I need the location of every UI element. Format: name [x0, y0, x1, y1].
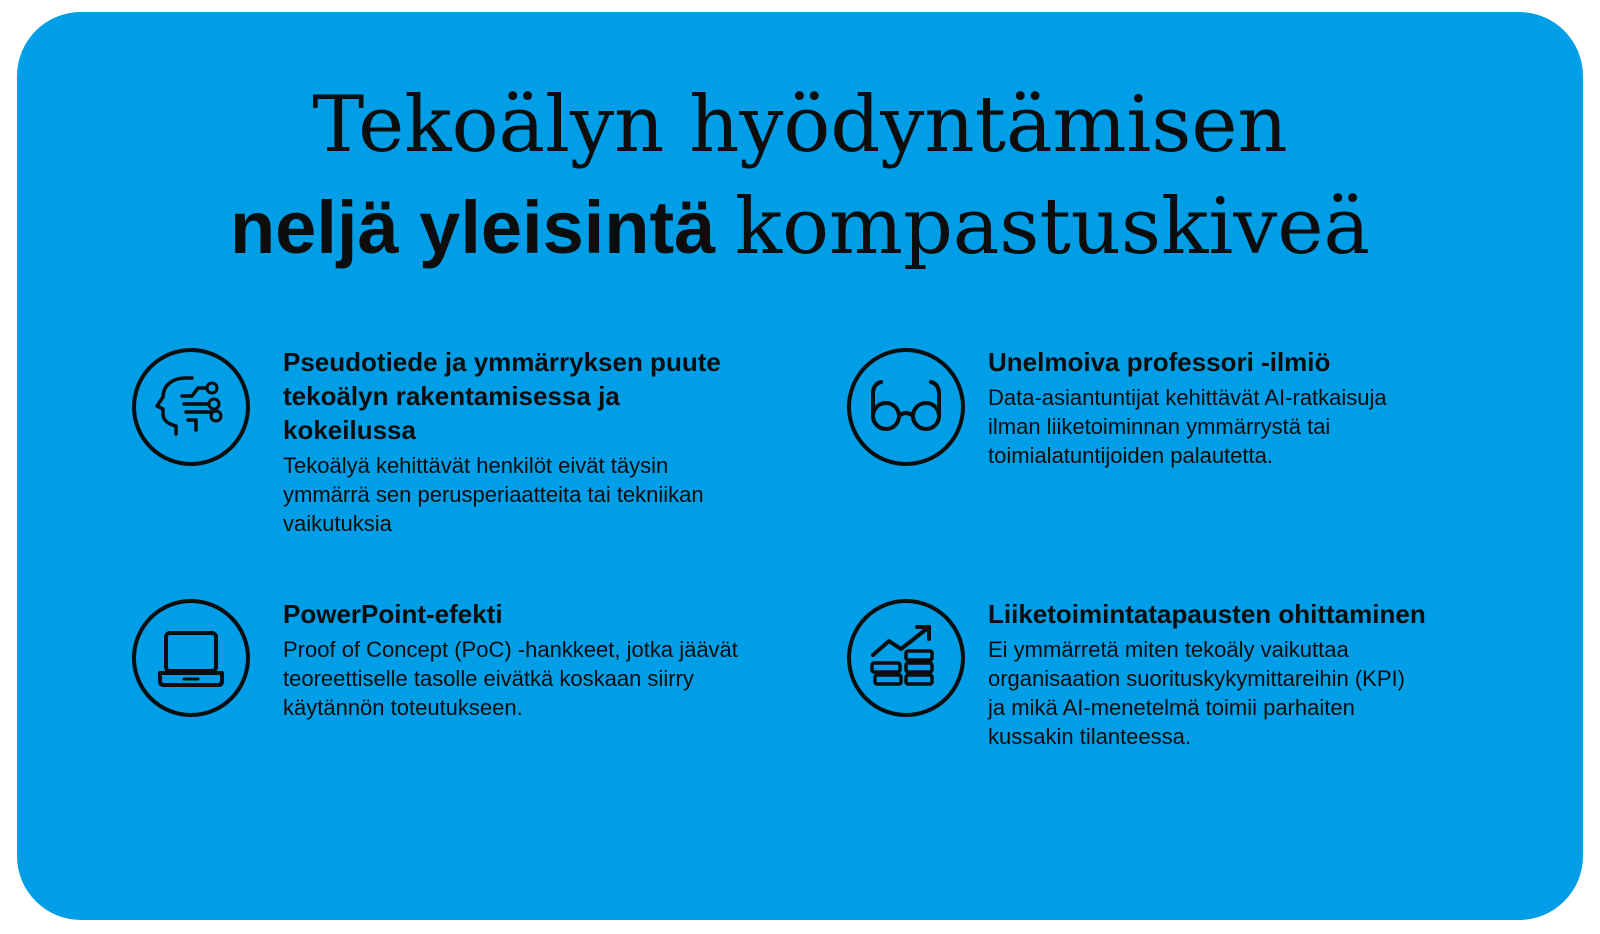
title-line-1: Tekoälyn hyödyntämisen — [312, 80, 1288, 170]
item-body: Proof of Concept (PoC) -hankkeet, jotka jäävät teoreettiselle tasolle eivätkä koskaan siirry käytännön toteutukseen. — [283, 637, 738, 720]
item-heading: Unelmoiva professori -ilmiö — [988, 347, 1331, 377]
item-heading: PowerPoint-efekti — [283, 599, 503, 629]
head-circuit-icon — [130, 346, 252, 468]
item-heading: Pseudotiede ja ymmärryksen puute tekoälyn rakentamisessa ja kokeilussa — [283, 347, 721, 445]
glasses-icon — [845, 346, 967, 468]
item-body: Tekoälyä kehittävät henkilöt eivät täysin ymmärrä sen perusperiaatteita tai tekniikan vaikutuksia — [283, 453, 704, 536]
item-text-block — [283, 345, 743, 538]
laptop-icon — [130, 597, 252, 719]
title-line-2 — [0, 180, 1600, 275]
title-bold-part: neljä yleisintä — [229, 186, 716, 269]
item-heading: Liiketoimintatapausten ohittaminen — [988, 599, 1426, 629]
item-text-block — [988, 345, 1418, 470]
item-body: Data-asiantuntijat kehittävät AI-ratkaisuja ilman liiketoiminnan ymmärrystä tai toimialatuntijoiden palautetta. — [988, 385, 1387, 468]
title-regular-part: kompastuskiveä — [734, 182, 1371, 272]
item-text-block — [283, 597, 753, 722]
item-text-block — [988, 597, 1428, 751]
coins-growth-icon — [845, 597, 967, 719]
item-body: Ei ymmärretä miten tekoäly vaikuttaa organisaation suorituskykymittareihin (KPI) ja mikä AI-menetelmä toimii parhaiten kussakin tilanteessa. — [988, 637, 1405, 749]
